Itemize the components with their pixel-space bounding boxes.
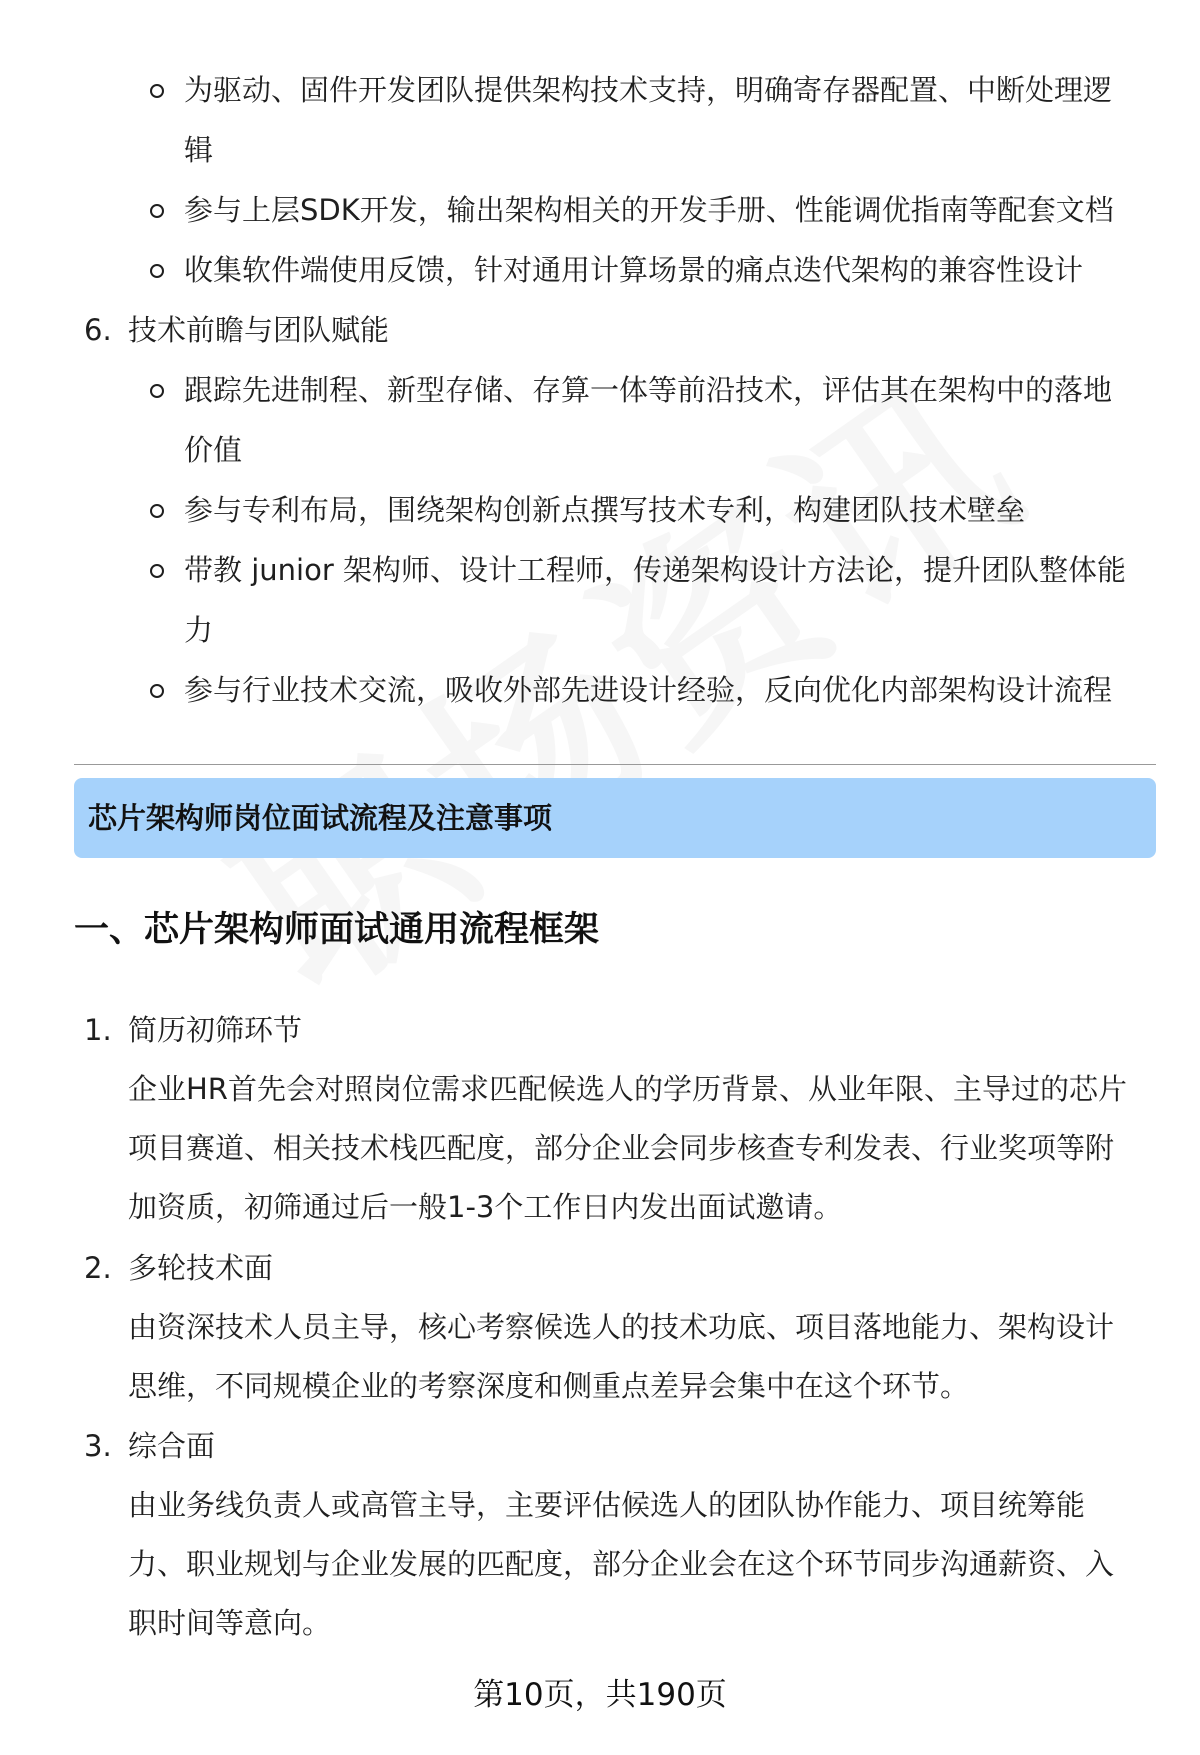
bullet-circle-icon xyxy=(150,504,164,518)
paragraph-line: 由业务线负责人或高管主导，主要评估候选人的团队协作能力、项目统筹能 xyxy=(128,1488,1086,1522)
page-number: 第10页，共190页 xyxy=(473,1677,727,1713)
list-number: 6. xyxy=(84,313,112,347)
banner-title: 芯片架构师岗位面试流程及注意事项 xyxy=(88,801,553,835)
bullet-circle-icon xyxy=(150,564,164,578)
bullet-circle-icon xyxy=(150,264,164,278)
list-title: 多轮技术面 xyxy=(128,1251,274,1285)
list-number: 3. xyxy=(84,1429,112,1463)
bullet-text-line: 力 xyxy=(184,613,214,647)
step-description xyxy=(128,1298,1158,1416)
bullet-text-line: 参与上层SDK开发，输出架构相关的开发手册、性能调优指南等配套文档 xyxy=(184,193,1114,227)
paragraph-line: 加资质，初筛通过后一般1-3个工作日内发出面试邀请。 xyxy=(128,1190,843,1224)
paragraph-line: 由资深技术人员主导，核心考察候选人的技术功底、项目落地能力、架构设计 xyxy=(128,1310,1115,1344)
list-number: 1. xyxy=(84,1013,112,1047)
bullet-text-line: 收集软件端使用反馈，针对通用计算场景的痛点迭代架构的兼容性设计 xyxy=(184,253,1084,287)
bullet-circle-icon xyxy=(150,684,164,698)
bullet-text-line: 带教 junior 架构师、设计工程师，传递架构设计方法论，提升团队整体能 xyxy=(184,553,1126,587)
list-title: 技术前瞻与团队赋能 xyxy=(128,313,390,347)
bullet-circle-icon xyxy=(150,204,164,218)
bullet-circle-icon xyxy=(150,384,164,398)
paragraph-line: 企业HR首先会对照岗位需求匹配候选人的学历背景、从业年限、主导过的芯片 xyxy=(128,1072,1127,1106)
step-description xyxy=(128,1476,1158,1653)
bullet-text-line: 辑 xyxy=(184,133,214,167)
divider xyxy=(74,764,1156,765)
bullet-circle-icon xyxy=(150,84,164,98)
bullet-text-line: 价值 xyxy=(184,433,243,467)
page-heading: 一、芯片架构师面试通用流程框架 xyxy=(74,910,600,950)
step-description xyxy=(128,1060,1158,1237)
paragraph-line: 思维，不同规模企业的考察深度和侧重点差异会集中在这个环节。 xyxy=(128,1369,970,1403)
list-title: 综合面 xyxy=(128,1429,216,1463)
paragraph-line: 力、职业规划与企业发展的匹配度，部分企业会在这个环节同步沟通薪资、入 xyxy=(128,1547,1115,1581)
paragraph-line: 职时间等意向。 xyxy=(128,1606,332,1640)
bullet-text-line: 跟踪先进制程、新型存储、存算一体等前沿技术，评估其在架构中的落地 xyxy=(184,373,1113,407)
section-banner xyxy=(74,778,1156,858)
list-number: 2. xyxy=(84,1251,112,1285)
list-title: 简历初筛环节 xyxy=(128,1013,303,1047)
bullet-text-line: 为驱动、固件开发团队提供架构技术支持，明确寄存器配置、中断处理逻 xyxy=(184,73,1113,107)
paragraph-line: 项目赛道、相关技术栈匹配度，部分企业会同步核查专利发表、行业奖项等附 xyxy=(128,1131,1115,1165)
bullet-text-line: 参与行业技术交流，吸收外部先进设计经验，反向优化内部架构设计流程 xyxy=(184,673,1113,707)
bullet-text-line: 参与专利布局，围绕架构创新点撰写技术专利，构建团队技术壁垒 xyxy=(184,493,1026,527)
